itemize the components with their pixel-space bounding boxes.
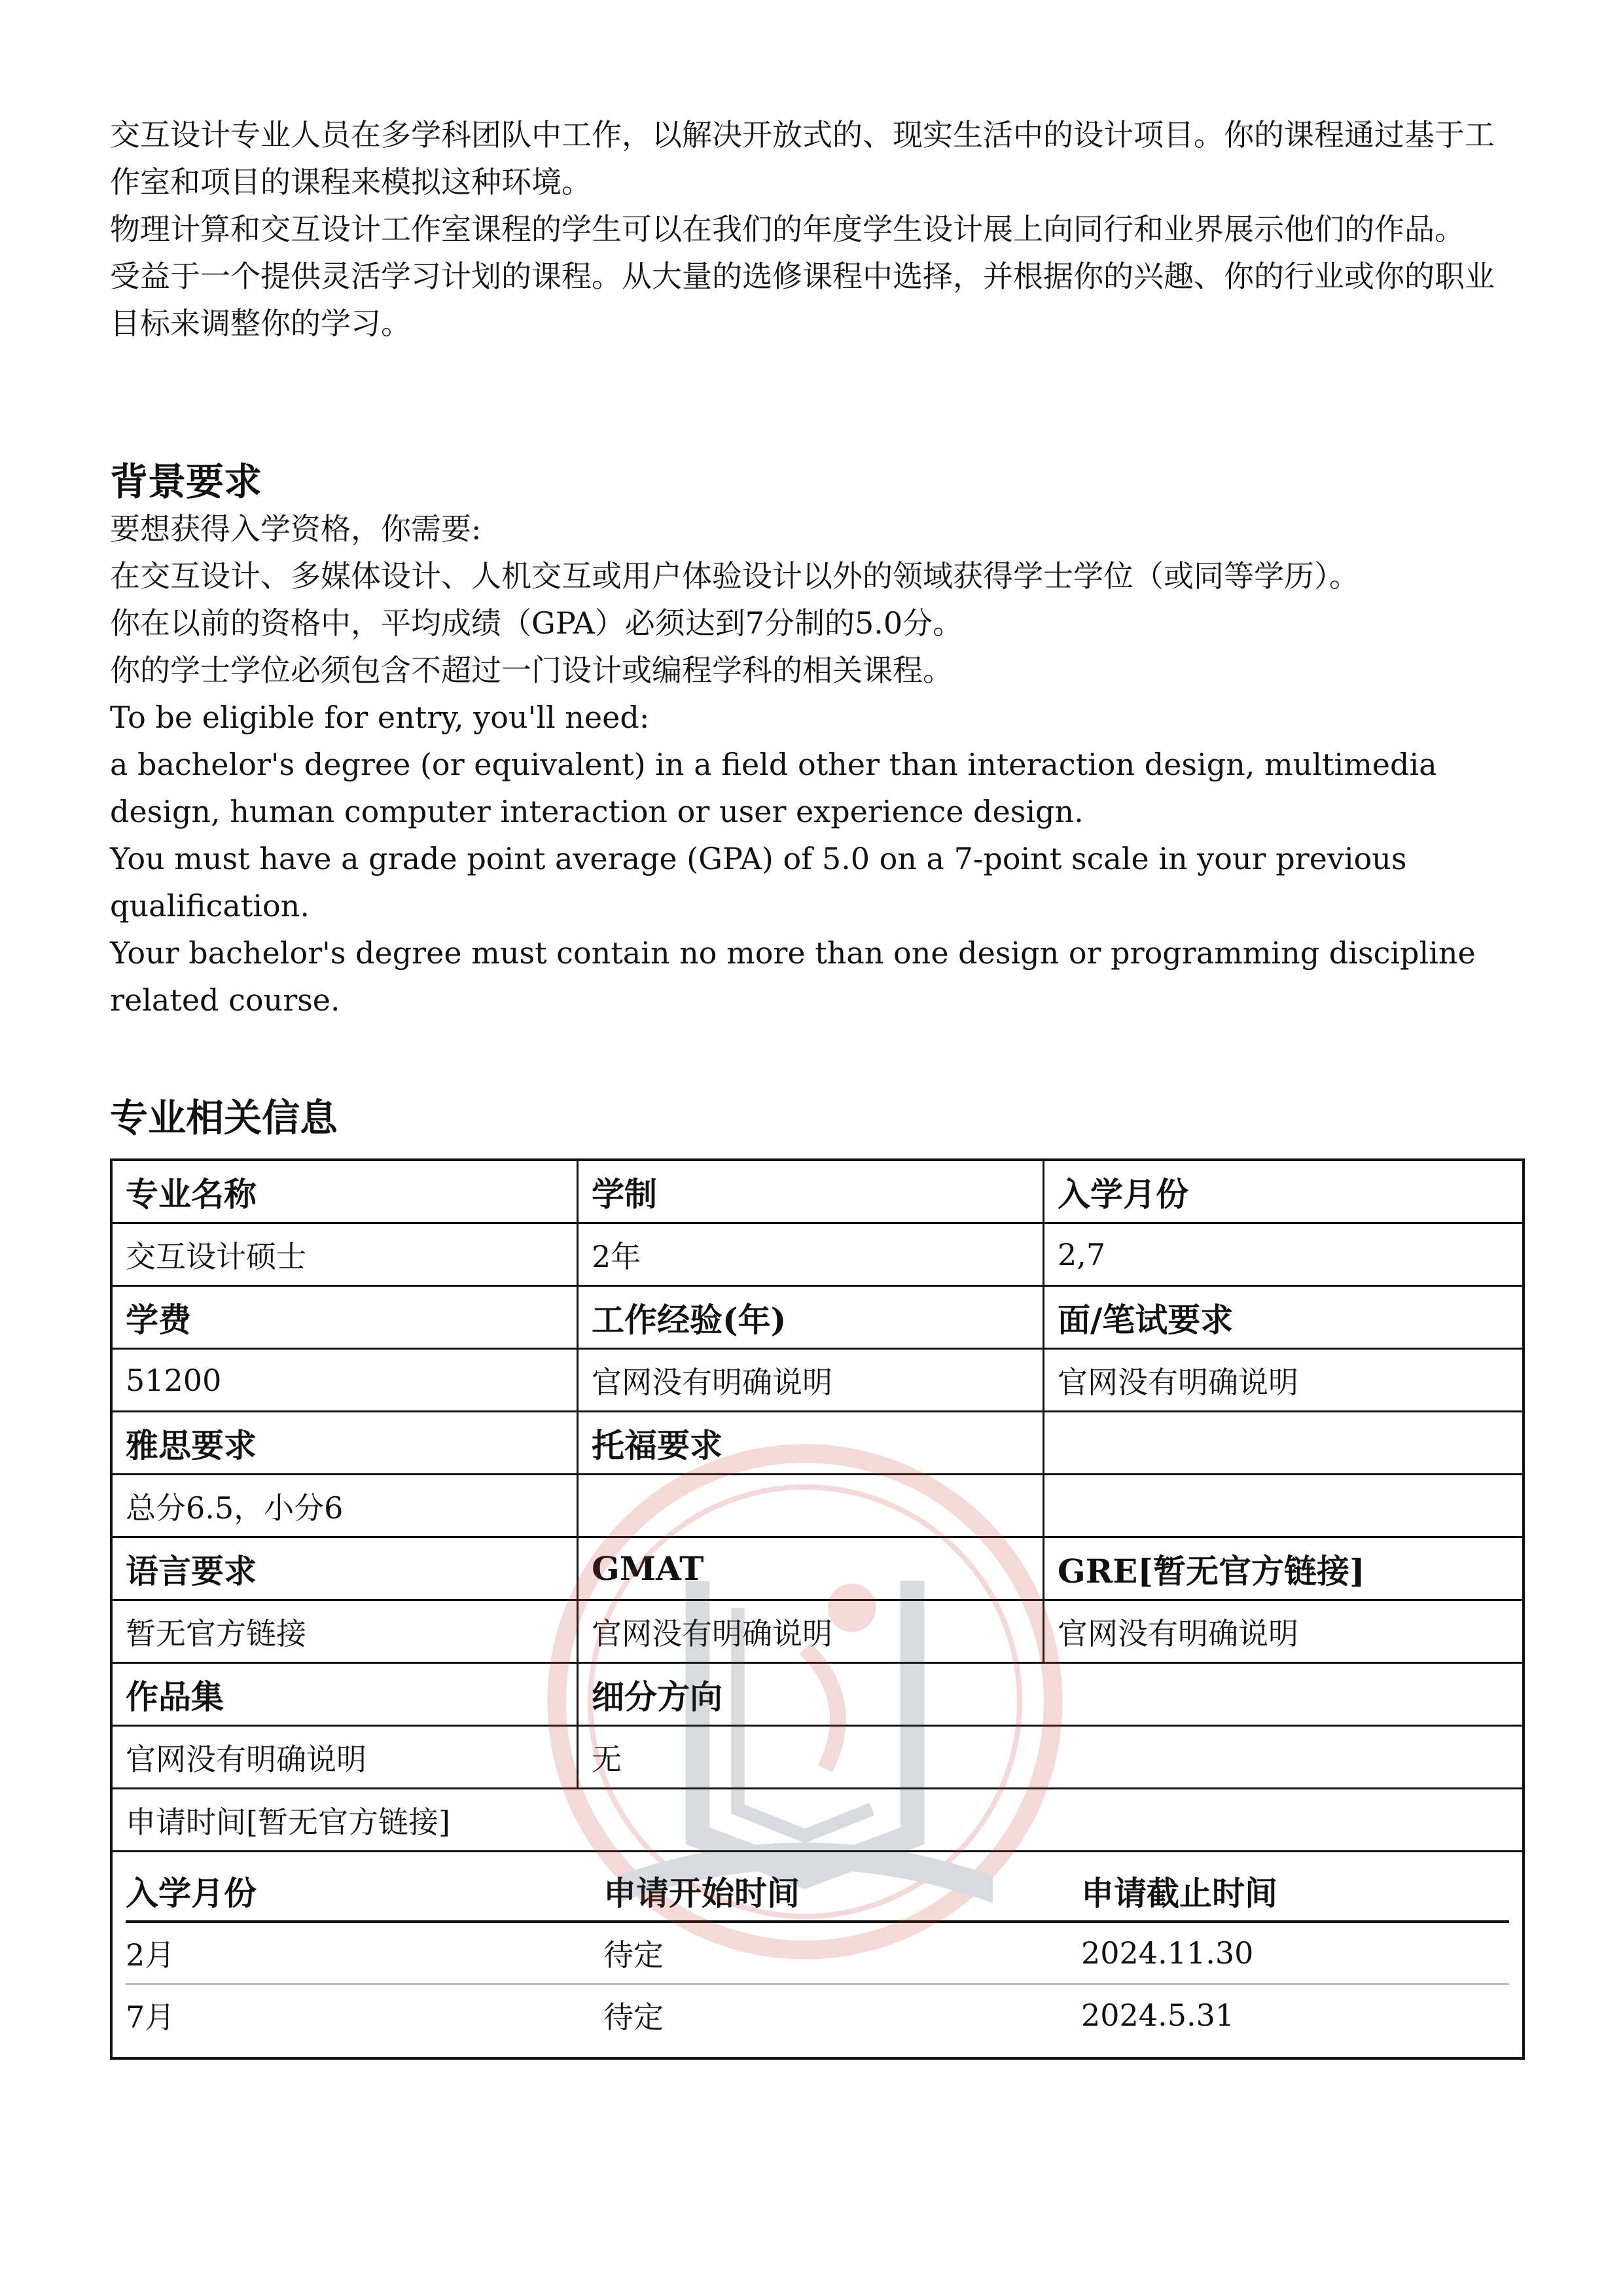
value-gmat: 官网没有明确说明 (579, 1601, 1044, 1662)
background-line-1: 要想获得入学资格，你需要: (110, 511, 482, 547)
apply-header-row (126, 1861, 1509, 1923)
value-interview: 官网没有明确说明 (1058, 1364, 1298, 1400)
background-line-6: a bachelor's degree (or equivalent) in a field other than interaction design, multimedia design, human computer interaction or user experience design. (110, 747, 1437, 829)
apply-time-table (113, 1852, 1522, 2057)
table-row (113, 1536, 1522, 1599)
table-row (113, 1850, 1522, 2057)
header-ielts: 雅思要求 (113, 1412, 579, 1473)
intro-paragraph-1: 交互设计专业人员在多学科团队中工作，以解决开放式的、现实生活中的设计项目。你的课程通过基于工作室和项目的课程来模拟这种环境。 (110, 117, 1495, 200)
background-title: 背景要求 (110, 459, 262, 504)
empty-cell (1044, 1412, 1522, 1473)
table-row (113, 1599, 1522, 1662)
apply-start: 待定 (603, 2000, 664, 2035)
header-toefl: 托福要求 (579, 1412, 1044, 1473)
background-line-8: Your bachelor's degree must contain no more than one design or programming discipline related course. (110, 935, 1476, 1018)
value-fee: 51200 (113, 1350, 579, 1410)
table-row (113, 1787, 1522, 1850)
value-language: 暂无官方链接 (113, 1601, 579, 1662)
table-row (113, 1285, 1522, 1348)
apply-header-deadline: 申请截止时间 (1081, 1874, 1277, 1912)
header-gmat: GMAT (579, 1538, 1044, 1599)
apply-intake: 2月 (126, 1937, 175, 1973)
intro-section (110, 111, 1524, 347)
background-line-4: 你的学士学位必须包含不超过一门设计或编程学科的相关课程。 (110, 653, 953, 688)
background-line-7: You must have a grade point average (GPA) of 5.0 on a 7-point scale in your previous qualification. (110, 841, 1407, 924)
table-row (113, 1222, 1522, 1285)
apply-time-title: 申请时间[暂无官方链接] (126, 1804, 450, 1840)
value-program-name: 交互设计硕士 (113, 1224, 579, 1285)
value-direction: 无 (592, 1741, 622, 1777)
header-program-name: 专业名称 (113, 1161, 579, 1222)
table-row (113, 1348, 1522, 1410)
apply-header-intake: 入学月份 (126, 1874, 257, 1912)
value-duration: 2年 (579, 1224, 1044, 1285)
apply-intake: 7月 (126, 2000, 175, 2035)
value-toefl (579, 1475, 1044, 1536)
value-portfolio: 官网没有明确说明 (113, 1727, 579, 1787)
table-row (113, 1473, 1522, 1536)
intro-paragraph-2: 物理计算和交互设计工作室课程的学生可以在我们的年度学生设计展上向同行和业界展示他们的作品。 (110, 211, 1465, 247)
background-line-2: 在交互设计、多媒体设计、人机交互或用户体验设计以外的领域获得学士学位（或同等学历）。 (110, 558, 1359, 594)
apply-row (126, 1985, 1509, 2045)
table-row (113, 1662, 1522, 1725)
table-row (113, 1161, 1522, 1222)
apply-deadline: 2024.11.30 (1081, 1935, 1254, 1971)
header-fee: 学费 (113, 1287, 579, 1348)
table-row (113, 1410, 1522, 1473)
header-duration: 学制 (579, 1161, 1044, 1222)
apply-deadline: 2024.5.31 (1081, 1998, 1235, 2033)
apply-header-start: 申请开始时间 (603, 1874, 800, 1912)
background-line-3: 你在以前的资格中，平均成绩（GPA）必须达到7分制的5.0分。 (110, 605, 963, 641)
background-line-5: To be eligible for entry, you'll need: (110, 700, 650, 735)
header-gre: GRE[暂无官方链接] (1058, 1551, 1365, 1590)
background-section (110, 505, 1524, 1024)
value-gre: 官网没有明确说明 (1058, 1615, 1298, 1651)
header-direction: 细分方向 (592, 1677, 722, 1716)
info-table (110, 1158, 1525, 2060)
value-ielts: 总分6.5，小分6 (113, 1475, 579, 1536)
header-interview: 面/笔试要求 (1058, 1300, 1234, 1339)
value-intake: 2,7 (1058, 1236, 1106, 1272)
value-work-experience: 官网没有明确说明 (579, 1350, 1044, 1410)
header-portfolio: 作品集 (113, 1664, 579, 1725)
apply-start: 待定 (603, 1937, 664, 1973)
info-title: 专业相关信息 (110, 1096, 338, 1140)
table-row (113, 1725, 1522, 1787)
intro-paragraph-3: 受益于一个提供灵活学习计划的课程。从大量的选修课程中选择，并根据你的兴趣、你的行业或你的职业目标来调整你的学习。 (110, 259, 1495, 341)
empty-cell (1044, 1475, 1522, 1536)
header-language: 语言要求 (113, 1538, 579, 1599)
header-intake: 入学月份 (1058, 1174, 1188, 1213)
apply-row (126, 1923, 1509, 1985)
header-work-experience: 工作经验(年) (579, 1287, 1044, 1348)
